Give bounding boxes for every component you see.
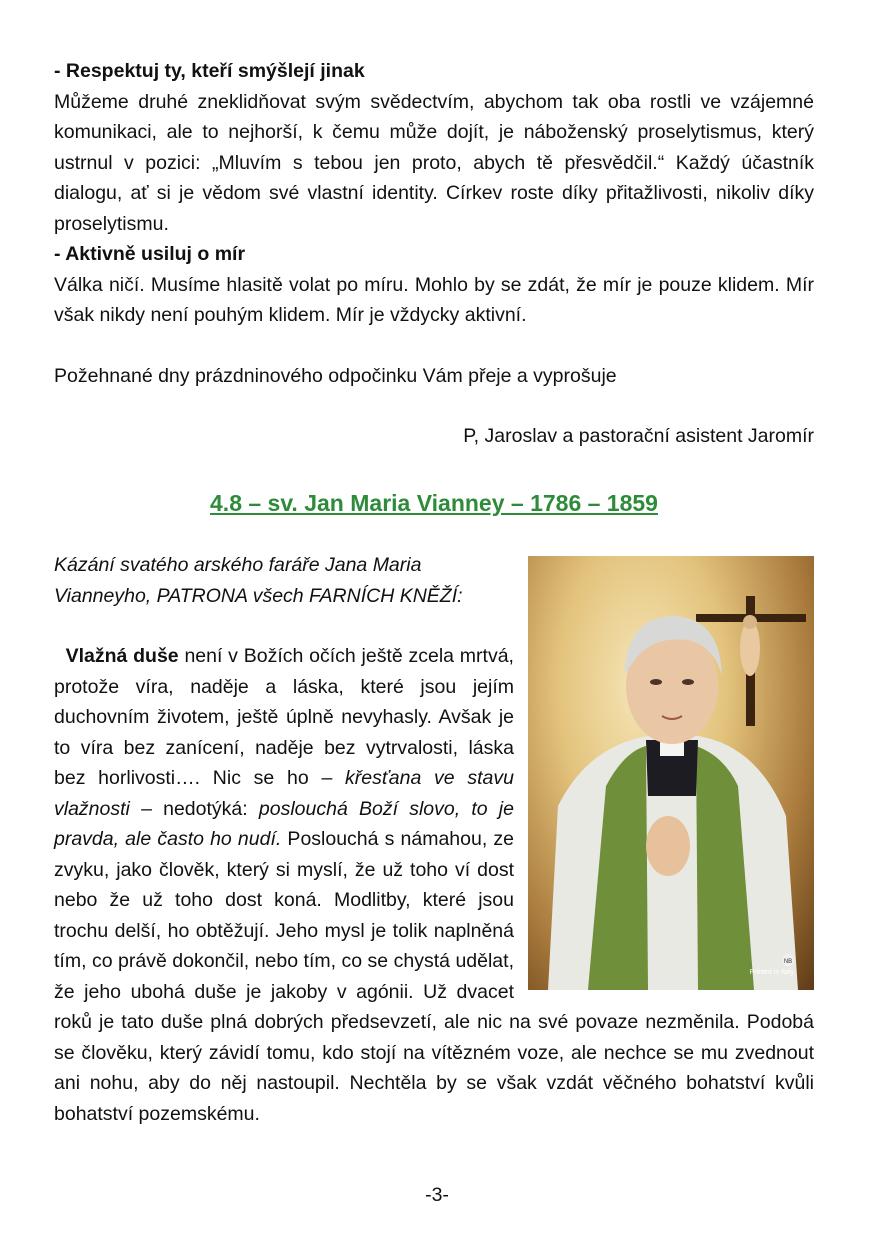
bullet-heading-respect: - Respektuj ty, kteří smýšlejí jinak [54,60,365,82]
page-content [54,56,814,1129]
sermon-body-part1: není v Božích očích ještě zcela mrtvá, protože víra, naděje a láska, které jsou jejím duchovním životem, ještě úplně nevyhasly. Avšak je to víra bez zanícení, naděje bez vytrvalosti, láska bez horlivosti…. Nic se ho – [54,645,514,789]
white-collar [660,742,684,756]
crucified-head [743,615,757,629]
page-number: -3- [425,1184,449,1206]
sermon-body-part2: – nedotýká: [129,797,259,820]
bullet-heading-peace: - Aktivně usiluj o mír [54,243,246,265]
bullet-text-respect: Můžeme druhé zneklidňovat svým svědectvím, abychom tak oba rostli ve vzájemné komunikaci, ale to nejhorší, k čemu může dojít, je náboženský proselytismus, který ustrnul v pozici: „Mluvím s tebou jen proto, abych tě přesvědčil.“ Každý účastník dialogu, ať si je vědom své vlastní identity. Církev roste díky přitažlivosti, nikoliv díky proselytismu. [54,90,814,235]
sermon-lead-bold: Vlažná duše [65,645,179,667]
sermon-intro-line2: Vianneyho, PATRONA všech FARNÍCH KNĚŽÍ: [54,584,463,607]
sermon-intro-line1: Kázání svatého arského faráře Jana Maria [54,554,422,576]
publisher-logo-text: NB [783,959,793,965]
bullet-text-peace: Válka ničí. Musíme hlasitě volat po míru. Mohlo by se zdát, že mír je pouze klidem. Mír však nikdy není pouhým klidem. Mír je vždycky aktivní. [54,273,814,326]
section-title: 4.8 – sv. Jan Maria Vianney – 1786 – 1859 [210,489,658,516]
portrait-illustration [528,556,814,990]
saint-portrait-image [528,556,814,990]
sermon-body-part3: Poslouchá s námahou, ze zvyku, jako člověk, který si myslí, že už toho ví dost nebo že už toho dost koná. Modlitby, které jsou trochu delší, ho obtěžují. Jeho mysl je tolik naplněná tím, co právě dokončil, nebo tím, co se chystá udělat, že jeho ubohá duše je jakoby v agónii. Už dvacet roků je tato duše plná dobrých předsevzetí, ale nic na své povaze nezměnila. Podobá se člověku, který závidí tomu, kdo stojí na vítězném voze, ale nechce se mu zvednout ani nohu, aby do něj nastoupil. Nechtěla by se však vzdát věčného bohatství kvůli bohatství pozemskému. [54,828,814,1125]
blessing-text: Požehnané dny prázdninového odpočinku Vám přeje a vyprošuje [54,364,617,387]
praying-hands [646,816,690,876]
left-eye [650,679,662,685]
printed-in-italy-caption: Printed in Italy [749,969,794,976]
sermon-italic-2: poslouchá Boží slovo, to je pravda, ale často ho nudí. [54,797,514,850]
sermon-italic-1: křesťana ve stavu vlažnosti [54,767,514,820]
spacer [54,331,814,361]
right-eye [682,679,694,685]
signature: P, Jaroslav a pastorační asistent Jaromír [463,425,814,447]
spacer [54,391,814,421]
